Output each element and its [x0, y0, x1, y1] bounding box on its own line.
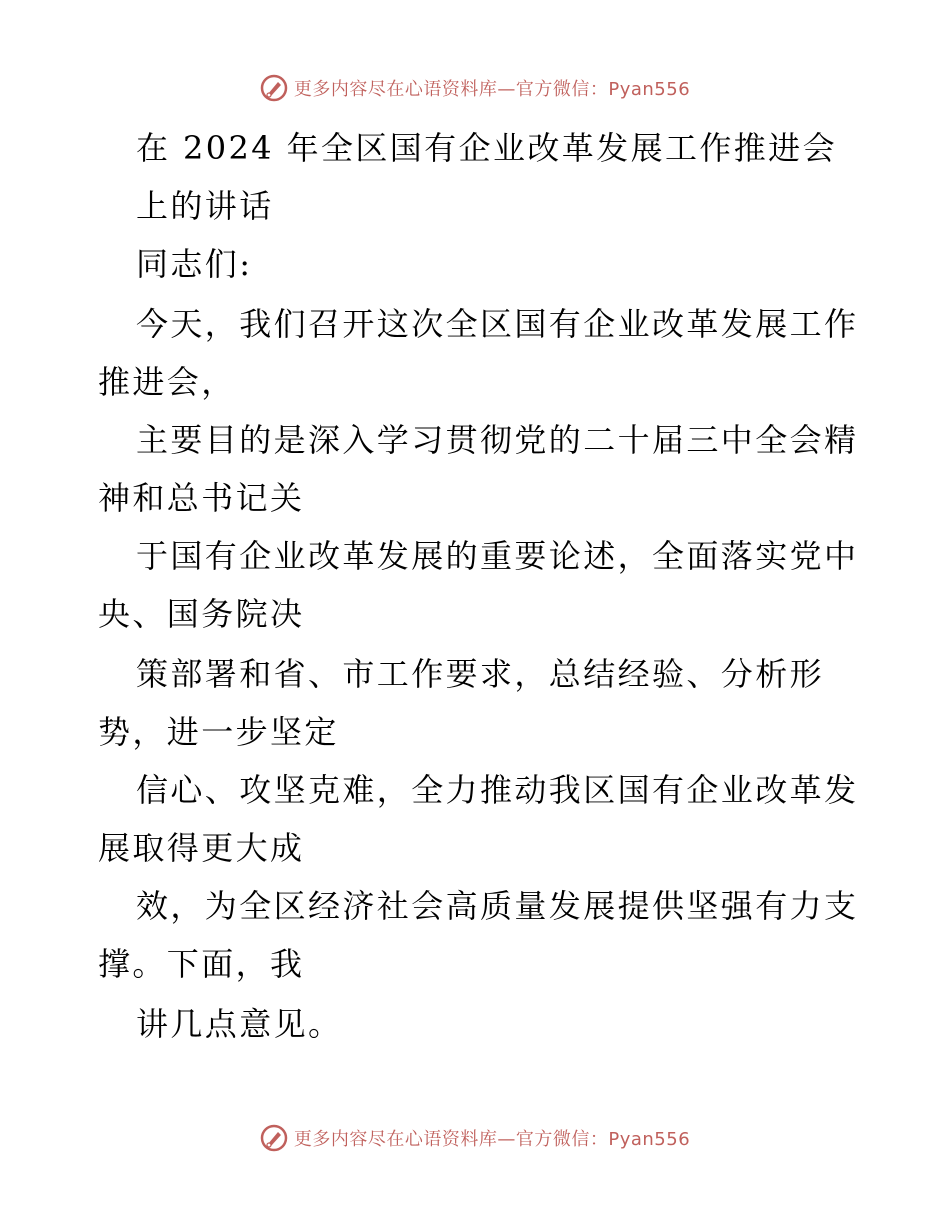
header-watermark — [0, 74, 950, 102]
salutation: 同志们: — [136, 245, 253, 283]
paragraph-line: 推进会， — [98, 363, 236, 401]
paragraph-line: 于国有企业改革发展的重要论述，全面落实党中 — [136, 537, 859, 575]
footer-watermark — [0, 1124, 950, 1152]
paragraph-line: 策部署和省、市工作要求，总结经验、分析形 — [136, 655, 825, 693]
paragraph-line: 今天，我们召开这次全区国有企业改革发展工作 — [136, 305, 859, 343]
paragraph-line: 主要目的是深入学习贯彻党的二十届三中全会精 — [136, 421, 859, 459]
pen-circle-logo-icon — [260, 1124, 288, 1152]
watermark-text: 更多内容尽在心语资料库—官方微信：Pyan556 — [293, 79, 691, 100]
paragraph-line: 神和总书记关 — [98, 479, 305, 517]
paragraph-line: 央、国务院决 — [98, 595, 305, 633]
paragraph-line: 信心、攻坚克难，全力推动我区国有企业改革发 — [136, 771, 859, 809]
title-line-2: 上的讲话 — [136, 187, 274, 225]
paragraph-line: 讲几点意见。 — [136, 1005, 343, 1043]
paragraph-line: 展取得更大成 — [98, 829, 305, 867]
paragraph-line: 效，为全区经济社会高质量发展提供坚强有力支 — [136, 887, 859, 925]
paragraph-line: 撑。下面，我 — [98, 945, 305, 983]
pen-circle-logo-icon — [260, 74, 288, 102]
paragraph-line: 势，进一步坚定 — [98, 713, 339, 751]
title-line-1: 在 2024 年全区国有企业改革发展工作推进会 — [136, 129, 837, 167]
watermark-text: 更多内容尽在心语资料库—官方微信：Pyan556 — [293, 1129, 691, 1150]
